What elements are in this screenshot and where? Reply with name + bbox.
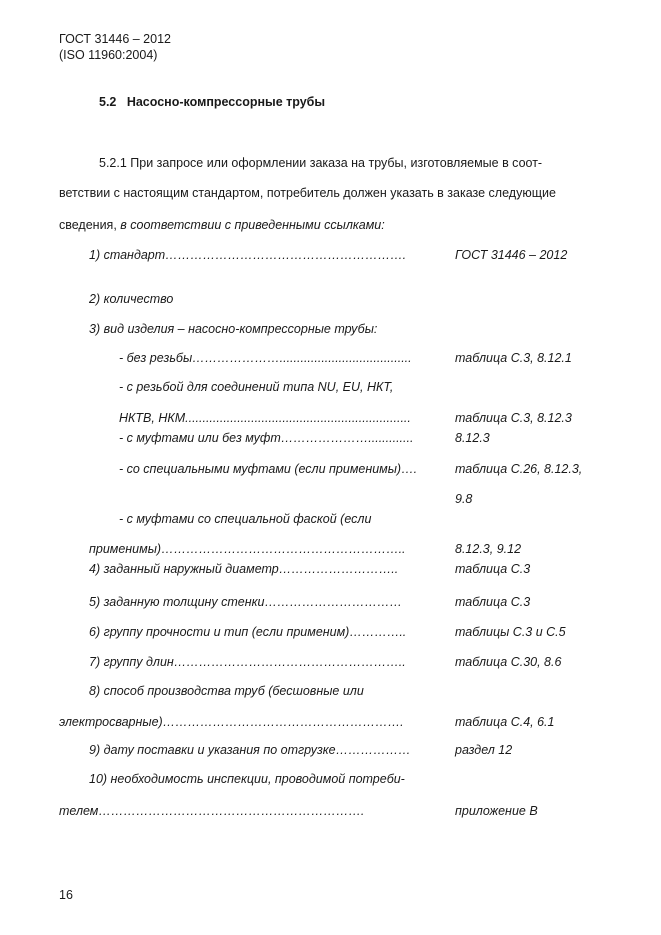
sub-item-2-ref: таблица С.3, 8.12.3: [455, 411, 572, 425]
page-number: 16: [59, 888, 73, 902]
item-7-text: 7) группу длин………………………………………………..: [89, 655, 406, 669]
item-7-ref: таблица С.30, 8.6: [455, 655, 562, 669]
item-5-text: 5) заданную толщину стенки……………………………: [89, 595, 402, 609]
item-8-ref: таблица С.4, 6.1: [455, 715, 555, 729]
sub-item-2-text: - с резьбой для соединений типа NU, EU, НКТ,: [119, 380, 394, 394]
item-1-text: 1) стандарт………………………………………………….: [89, 248, 407, 262]
paragraph-line-3-plain: сведения,: [59, 218, 121, 232]
item-9-ref: раздел 12: [455, 743, 513, 757]
item-4-ref: таблица С.3: [455, 562, 531, 576]
sub-item-3-ref: 8.12.3: [455, 431, 490, 445]
item-3-text: 3) вид изделия – насосно-компрессорные трубы:: [89, 322, 378, 336]
item-10-ref: приложение В: [455, 804, 538, 818]
sub-item-5-ref: 8.12.3, 9.12: [455, 542, 522, 556]
item-2-text: 2) количество: [89, 292, 174, 306]
item-9-text: 9) дату поставки и указания по отгрузке………………: [89, 743, 411, 757]
item-10-text-cont: телем……………………………………………………….: [59, 804, 365, 818]
sub-item-1-ref: таблица С.3, 8.12.1: [455, 351, 572, 365]
sub-item-5-text: - с муфтами со специальной фаской (если: [119, 512, 372, 526]
item-8-text-cont: электросварные)………………………………………………….: [59, 715, 404, 729]
paragraph-line-2: ветствии с настоящим стандартом, потребитель должен указать в заказе следующие: [59, 186, 556, 200]
sub-item-2-text-cont: НКТВ, НКМ.................................................................: [119, 411, 411, 425]
sub-item-4-ref-cont: 9.8: [455, 492, 473, 506]
item-8-text: 8) способ производства труб (бесшовные или: [89, 684, 364, 698]
item-6-ref: таблицы С.3 и С.5: [455, 625, 566, 639]
paragraph-line-1: 5.2.1 При запросе или оформлении заказа на трубы, изготовляемые в соот-: [99, 156, 543, 170]
sub-item-4-text: - со специальными муфтами (если применимы)….: [119, 462, 418, 476]
sub-item-3-text: - с муфтами или без муфт………………….............: [119, 431, 414, 445]
sub-item-1-text: - без резьбы…………………......................................: [119, 351, 412, 365]
sub-item-4-ref: таблица С.26, 8.12.3,: [455, 462, 583, 476]
item-6-text: 6) группу прочности и тип (если применим)…………..: [89, 625, 407, 639]
paragraph-line-3: [59, 217, 385, 233]
header-standard: ГОСТ 31446 – 2012: [59, 32, 171, 46]
section-heading: [99, 94, 325, 110]
item-5-ref: таблица С.3: [455, 595, 531, 609]
item-1-ref: ГОСТ 31446 – 2012: [455, 248, 568, 262]
section-title: Насосно-компрессорные трубы: [126, 95, 326, 109]
section-number: 5.2: [99, 95, 117, 109]
paragraph-line-3-italic: в соответствии с приведенными ссылками:: [120, 218, 385, 232]
header-iso: (ISO 11960:2004): [59, 48, 158, 62]
sub-item-5-text-cont: применимы)…………………………………………………..: [89, 542, 406, 556]
item-4-text: 4) заданный наружный диаметр………………………..: [89, 562, 399, 576]
item-10-text: 10) необходимость инспекции, проводимой потреби-: [89, 772, 405, 786]
